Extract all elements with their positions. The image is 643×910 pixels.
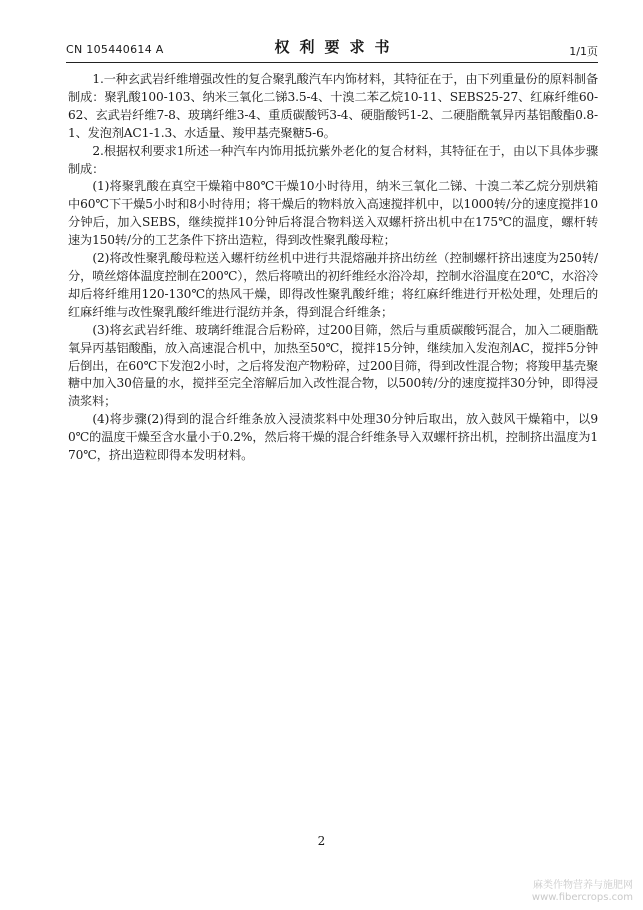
claim-2: 2.根据权利要求1所述一种汽车内饰用抵抗紫外老化的复合材料，其特征在于，由以下具体步骤制成： bbox=[68, 143, 598, 176]
claim-step-4: (4)将步骤(2)得到的混合纤维条放入浸渍浆料中处理30分钟后取出，放入鼓风干燥箱中，以90℃的温度干燥至含水量小于0.2%，然后将干燥的混合纤维条导入双螺杆挤出机，控制挤出温度为170℃，挤出造粒即得本发明材料。 bbox=[68, 412, 598, 463]
claim-step-1: (1)将聚乳酸在真空干燥箱中80℃干燥10小时待用，纳米三氧化二锑、十溴二苯乙烷分别烘箱中60℃下干燥5小时和8小时待用；将干燥后的物料放入高速搅拌机中，以1000转/分的速度搅拌10分钟后，加入SEBS，继续搅拌10分钟后将混合物料送入双螺杆挤出机中在175℃的温度，螺杆转速为150转/分的工艺条件下挤出造粒，得到改性聚乳酸母粒； bbox=[68, 179, 598, 248]
site-watermark bbox=[532, 880, 633, 904]
claims-body bbox=[68, 71, 598, 465]
watermark-site-url: www.fibercrops.com bbox=[531, 892, 633, 903]
publication-number: CN 105440614 A bbox=[66, 43, 164, 56]
page-header bbox=[66, 34, 598, 60]
claim-1: 1.一种玄武岩纤维增强改性的复合聚乳酸汽车内饰材料，其特征在于，由下列重量份的原料制备制成：聚乳酸100-103、纳米三氧化二锑3.5-4、十溴二苯乙烷10-11、SEBS25-27、红麻纤维60-62、玄武岩纤维7-8、玻璃纤维3-4、重质碳酸钙3-4、硬脂酸钙1-2、二硬脂酰氧异丙基铝酸酯0.8-1、发泡剂AC1-1.3、水适量、羧甲基壳聚糖5-6。 bbox=[68, 72, 598, 140]
page-number: 2 bbox=[317, 834, 326, 848]
watermark-site-name: 麻类作物营养与施肥网 bbox=[533, 880, 633, 891]
page-count: 1/1页 bbox=[569, 45, 598, 58]
claim-step-2: (2)将改性聚乳酸母粒送入螺杆纺丝机中进行共混熔融并挤出纺丝（控制螺杆挤出速度为250转/分，喷丝熔体温度控制在200℃），然后将喷出的初纤维经水浴冷却，控制水浴温度在20℃，水浴冷却后将纤维用120-130℃的热风干燥，即得改性聚乳酸纤维；将红麻纤维进行开松处理，处理后的红麻纤维与改性聚乳酸纤维进行混纺并条，得到混合纤维条； bbox=[68, 251, 598, 319]
claim-step-3: (3)将玄武岩纤维、玻璃纤维混合后粉碎，过200目筛，然后与重质碳酸钙混合，加入二硬脂酰氧异丙基铝酸酯，放入高速混合机中，加热至50℃，搅拌15分钟，继续加入发泡剂AC，搅拌5分钟后倒出，在60℃下发泡2小时，之后将发泡产物粉碎，过200目筛，得到改性混合物；将羧甲基壳聚糖中加入30倍量的水，搅拌至完全溶解后加入改性混合物，以500转/分的速度搅拌30分钟，即得浸渍浆料； bbox=[68, 322, 598, 409]
document-title: 权利要求书 bbox=[274, 38, 400, 56]
header-divider bbox=[66, 62, 598, 63]
